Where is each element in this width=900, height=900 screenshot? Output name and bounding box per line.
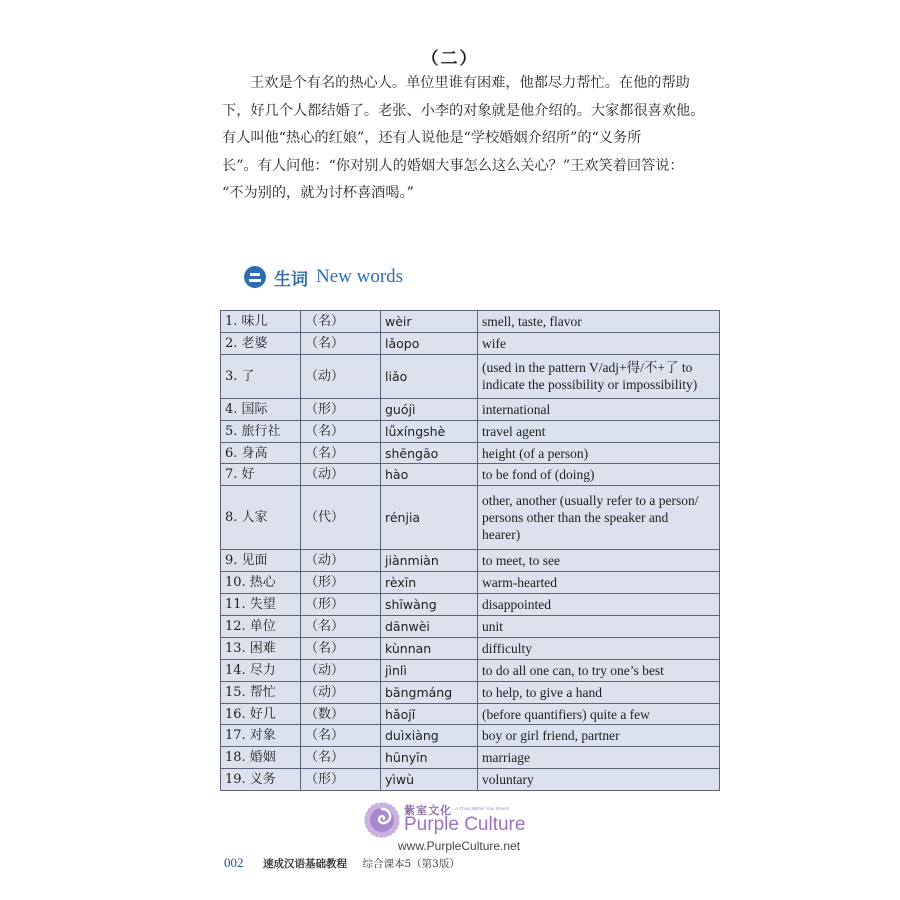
vocab-definition bbox=[478, 464, 720, 486]
new-words-title-en: New words bbox=[316, 266, 404, 287]
new-words-header bbox=[244, 264, 403, 290]
vocab-pinyin: liǎo bbox=[381, 354, 478, 398]
vocab-pinyin: dānwèi bbox=[381, 616, 478, 638]
vocab-definition-line: to meet, to see bbox=[482, 553, 560, 569]
vocabulary-table bbox=[220, 310, 720, 791]
vocab-part-of-speech: （形） bbox=[301, 572, 381, 594]
vocab-part-of-speech: （名） bbox=[301, 637, 381, 659]
vocab-row bbox=[221, 550, 720, 572]
vocab-definition bbox=[478, 681, 720, 703]
purple-culture-logo-icon bbox=[362, 800, 402, 840]
section-title: （二） bbox=[421, 49, 479, 69]
vocab-word: 2. 老婆 bbox=[221, 332, 301, 354]
vocab-definition-line: warm-hearted bbox=[482, 575, 557, 591]
vocab-definition bbox=[478, 420, 720, 442]
vocab-definition-line: marriage bbox=[482, 750, 530, 766]
vocab-pinyin: hǎojǐ bbox=[381, 703, 478, 725]
vocab-definition bbox=[478, 332, 720, 354]
vocab-definition bbox=[478, 769, 720, 791]
vocab-row bbox=[221, 572, 720, 594]
vocab-definition-line: international bbox=[482, 401, 551, 417]
vocab-part-of-speech: （名） bbox=[301, 747, 381, 769]
vocab-word: 7. 好 bbox=[221, 464, 301, 486]
vocab-definition-line: difficulty bbox=[482, 640, 532, 656]
vocab-part-of-speech: （动） bbox=[301, 681, 381, 703]
page-footer bbox=[224, 855, 460, 871]
vocab-part-of-speech: （形） bbox=[301, 594, 381, 616]
vocab-row bbox=[221, 354, 720, 398]
vocab-definition bbox=[478, 442, 720, 464]
vocab-part-of-speech: （形） bbox=[301, 769, 381, 791]
vocab-row bbox=[221, 637, 720, 659]
vocab-part-of-speech: （动） bbox=[301, 354, 381, 398]
new-words-title-cn: 生词 bbox=[274, 269, 308, 290]
vocab-pinyin: lǎopo bbox=[381, 332, 478, 354]
vocab-definition bbox=[478, 354, 720, 398]
logo-url: www.PurpleCulture.net bbox=[398, 839, 521, 853]
vocab-word: 19. 义务 bbox=[221, 769, 301, 791]
watermark-logo bbox=[362, 800, 542, 860]
vocab-word: 8. 人家 bbox=[221, 486, 301, 550]
vocab-row bbox=[221, 311, 720, 333]
page-number: 002 bbox=[224, 855, 244, 870]
vocab-row bbox=[221, 332, 720, 354]
vocab-word: 4. 国际 bbox=[221, 398, 301, 420]
vocab-definition-line: boy or girl friend, partner bbox=[482, 728, 620, 744]
reading-passage bbox=[222, 70, 722, 208]
vocab-part-of-speech: （动） bbox=[301, 550, 381, 572]
vocab-row bbox=[221, 681, 720, 703]
vocab-pinyin: wèir bbox=[381, 311, 478, 333]
passage-line: “不为别的，就为讨杯喜酒喝。” bbox=[222, 185, 414, 201]
vocab-pinyin: shīwàng bbox=[381, 594, 478, 616]
vocab-part-of-speech: （动） bbox=[301, 464, 381, 486]
vocab-row bbox=[221, 486, 720, 550]
vocab-pinyin: lǚxíngshè bbox=[381, 420, 478, 442]
vocab-definition-line: to be fond of (doing) bbox=[482, 467, 595, 483]
vocab-word: 11. 失望 bbox=[221, 594, 301, 616]
vocab-row bbox=[221, 747, 720, 769]
vocab-word: 6. 身高 bbox=[221, 442, 301, 464]
book-title: 速成汉语基础教程 bbox=[263, 858, 347, 870]
vocab-word: 14. 尽力 bbox=[221, 659, 301, 681]
vocab-definition-line: hearer) bbox=[482, 527, 521, 543]
vocab-part-of-speech: （名） bbox=[301, 332, 381, 354]
vocab-pinyin: jìnlì bbox=[381, 659, 478, 681]
vocab-row bbox=[221, 659, 720, 681]
vocab-row bbox=[221, 725, 720, 747]
vocab-word: 5. 旅行社 bbox=[221, 420, 301, 442]
vocab-part-of-speech: （数） bbox=[301, 703, 381, 725]
vocab-part-of-speech: （名） bbox=[301, 616, 381, 638]
vocab-definition-line: smell, taste, flavor bbox=[482, 313, 582, 329]
vocab-row bbox=[221, 616, 720, 638]
vocab-row bbox=[221, 594, 720, 616]
vocab-definition-line: unit bbox=[482, 618, 504, 634]
vocab-row bbox=[221, 398, 720, 420]
vocab-word: 13. 困难 bbox=[221, 637, 301, 659]
vocab-row bbox=[221, 420, 720, 442]
vocab-part-of-speech: （名） bbox=[301, 725, 381, 747]
vocab-word: 1. 味儿 bbox=[221, 311, 301, 333]
vocab-definition-line: to help, to give a hand bbox=[482, 684, 602, 700]
vocab-definition-line: voluntary bbox=[482, 772, 534, 788]
vocab-part-of-speech: （名） bbox=[301, 420, 381, 442]
vocab-definition bbox=[478, 747, 720, 769]
vocab-definition-line: travel agent bbox=[482, 423, 546, 439]
vocab-row bbox=[221, 703, 720, 725]
vocab-row bbox=[221, 442, 720, 464]
vocab-definition-line: (used in the pattern V/adj+得/不+了 to bbox=[482, 360, 693, 376]
logo-name-cn: 紫室文化 bbox=[404, 804, 452, 817]
vocab-definition-line: other, another (usually refer to a person/ bbox=[482, 493, 699, 509]
vocab-word: 18. 婚姻 bbox=[221, 747, 301, 769]
vocab-pinyin: kùnnan bbox=[381, 637, 478, 659]
vocab-definition bbox=[478, 398, 720, 420]
vocab-definition-line: height (of a person) bbox=[482, 445, 589, 461]
vocab-pinyin: hào bbox=[381, 464, 478, 486]
vocab-definition-line: indicate the possibility or impossibility) bbox=[482, 377, 698, 393]
vocab-pinyin: bāngmáng bbox=[381, 681, 478, 703]
vocab-pinyin: hūnyīn bbox=[381, 747, 478, 769]
vocab-definition-line: disappointed bbox=[482, 597, 551, 613]
vocab-definition-line: persons other than the speaker and bbox=[482, 510, 669, 526]
vocab-part-of-speech: （名） bbox=[301, 311, 381, 333]
vocab-pinyin: duìxiàng bbox=[381, 725, 478, 747]
vocab-word: 10. 热心 bbox=[221, 572, 301, 594]
vocab-definition bbox=[478, 703, 720, 725]
vocab-part-of-speech: （名） bbox=[301, 442, 381, 464]
vocab-definition-line: (before quantifiers) quite a few bbox=[482, 706, 650, 722]
vocab-part-of-speech: （动） bbox=[301, 659, 381, 681]
vocab-definition-line: to do all one can, to try one’s best bbox=[482, 662, 664, 678]
passage-line: 王欢是个有名的热心人。单位里谁有困难，他都尽力帮忙。在他的帮助 bbox=[250, 75, 690, 91]
vocab-definition bbox=[478, 572, 720, 594]
vocab-word: 17. 对象 bbox=[221, 725, 301, 747]
vocab-pinyin: jiànmiàn bbox=[381, 550, 478, 572]
vocab-definition bbox=[478, 659, 720, 681]
vocab-word: 9. 见面 bbox=[221, 550, 301, 572]
vocab-definition bbox=[478, 550, 720, 572]
book-volume: 综合课本5（第3版） bbox=[362, 858, 460, 870]
vocab-definition bbox=[478, 616, 720, 638]
vocab-definition bbox=[478, 486, 720, 550]
vocab-word: 3. 了 bbox=[221, 354, 301, 398]
vocab-pinyin: rénjia bbox=[381, 486, 478, 550]
number-two-icon bbox=[244, 266, 266, 288]
vocab-word: 16. 好几 bbox=[221, 703, 301, 725]
vocab-definition bbox=[478, 594, 720, 616]
vocab-pinyin: yìwù bbox=[381, 769, 478, 791]
vocab-pinyin: guójì bbox=[381, 398, 478, 420]
vocab-word: 12. 单位 bbox=[221, 616, 301, 638]
vocab-row bbox=[221, 769, 720, 791]
vocab-part-of-speech: （代） bbox=[301, 486, 381, 550]
vocab-pinyin: rèxīn bbox=[381, 572, 478, 594]
vocab-word: 15. 帮忙 bbox=[221, 681, 301, 703]
logo-name-en: Purple Culture bbox=[404, 814, 526, 835]
logo-tagline: A China Within Your Reach bbox=[455, 806, 510, 811]
vocab-definition bbox=[478, 637, 720, 659]
passage-line: 下，好几个人都结婚了。老张、小李的对象就是他介绍的。大家都很喜欢他。 bbox=[222, 102, 705, 119]
vocab-row bbox=[221, 464, 720, 486]
vocab-definition-line: wife bbox=[482, 335, 506, 351]
vocab-pinyin: shēngāo bbox=[381, 442, 478, 464]
passage-line: 有人叫他“热心的红娘”，还有人说他是“学校婚姻介绍所”的“义务所 bbox=[222, 130, 642, 146]
vocab-part-of-speech: （形） bbox=[301, 398, 381, 420]
passage-line: 长”。有人问他：“你对别人的婚姻大事怎么这么关心？”王欢笑着回答说： bbox=[222, 157, 684, 174]
vocab-definition bbox=[478, 311, 720, 333]
vocab-definition bbox=[478, 725, 720, 747]
